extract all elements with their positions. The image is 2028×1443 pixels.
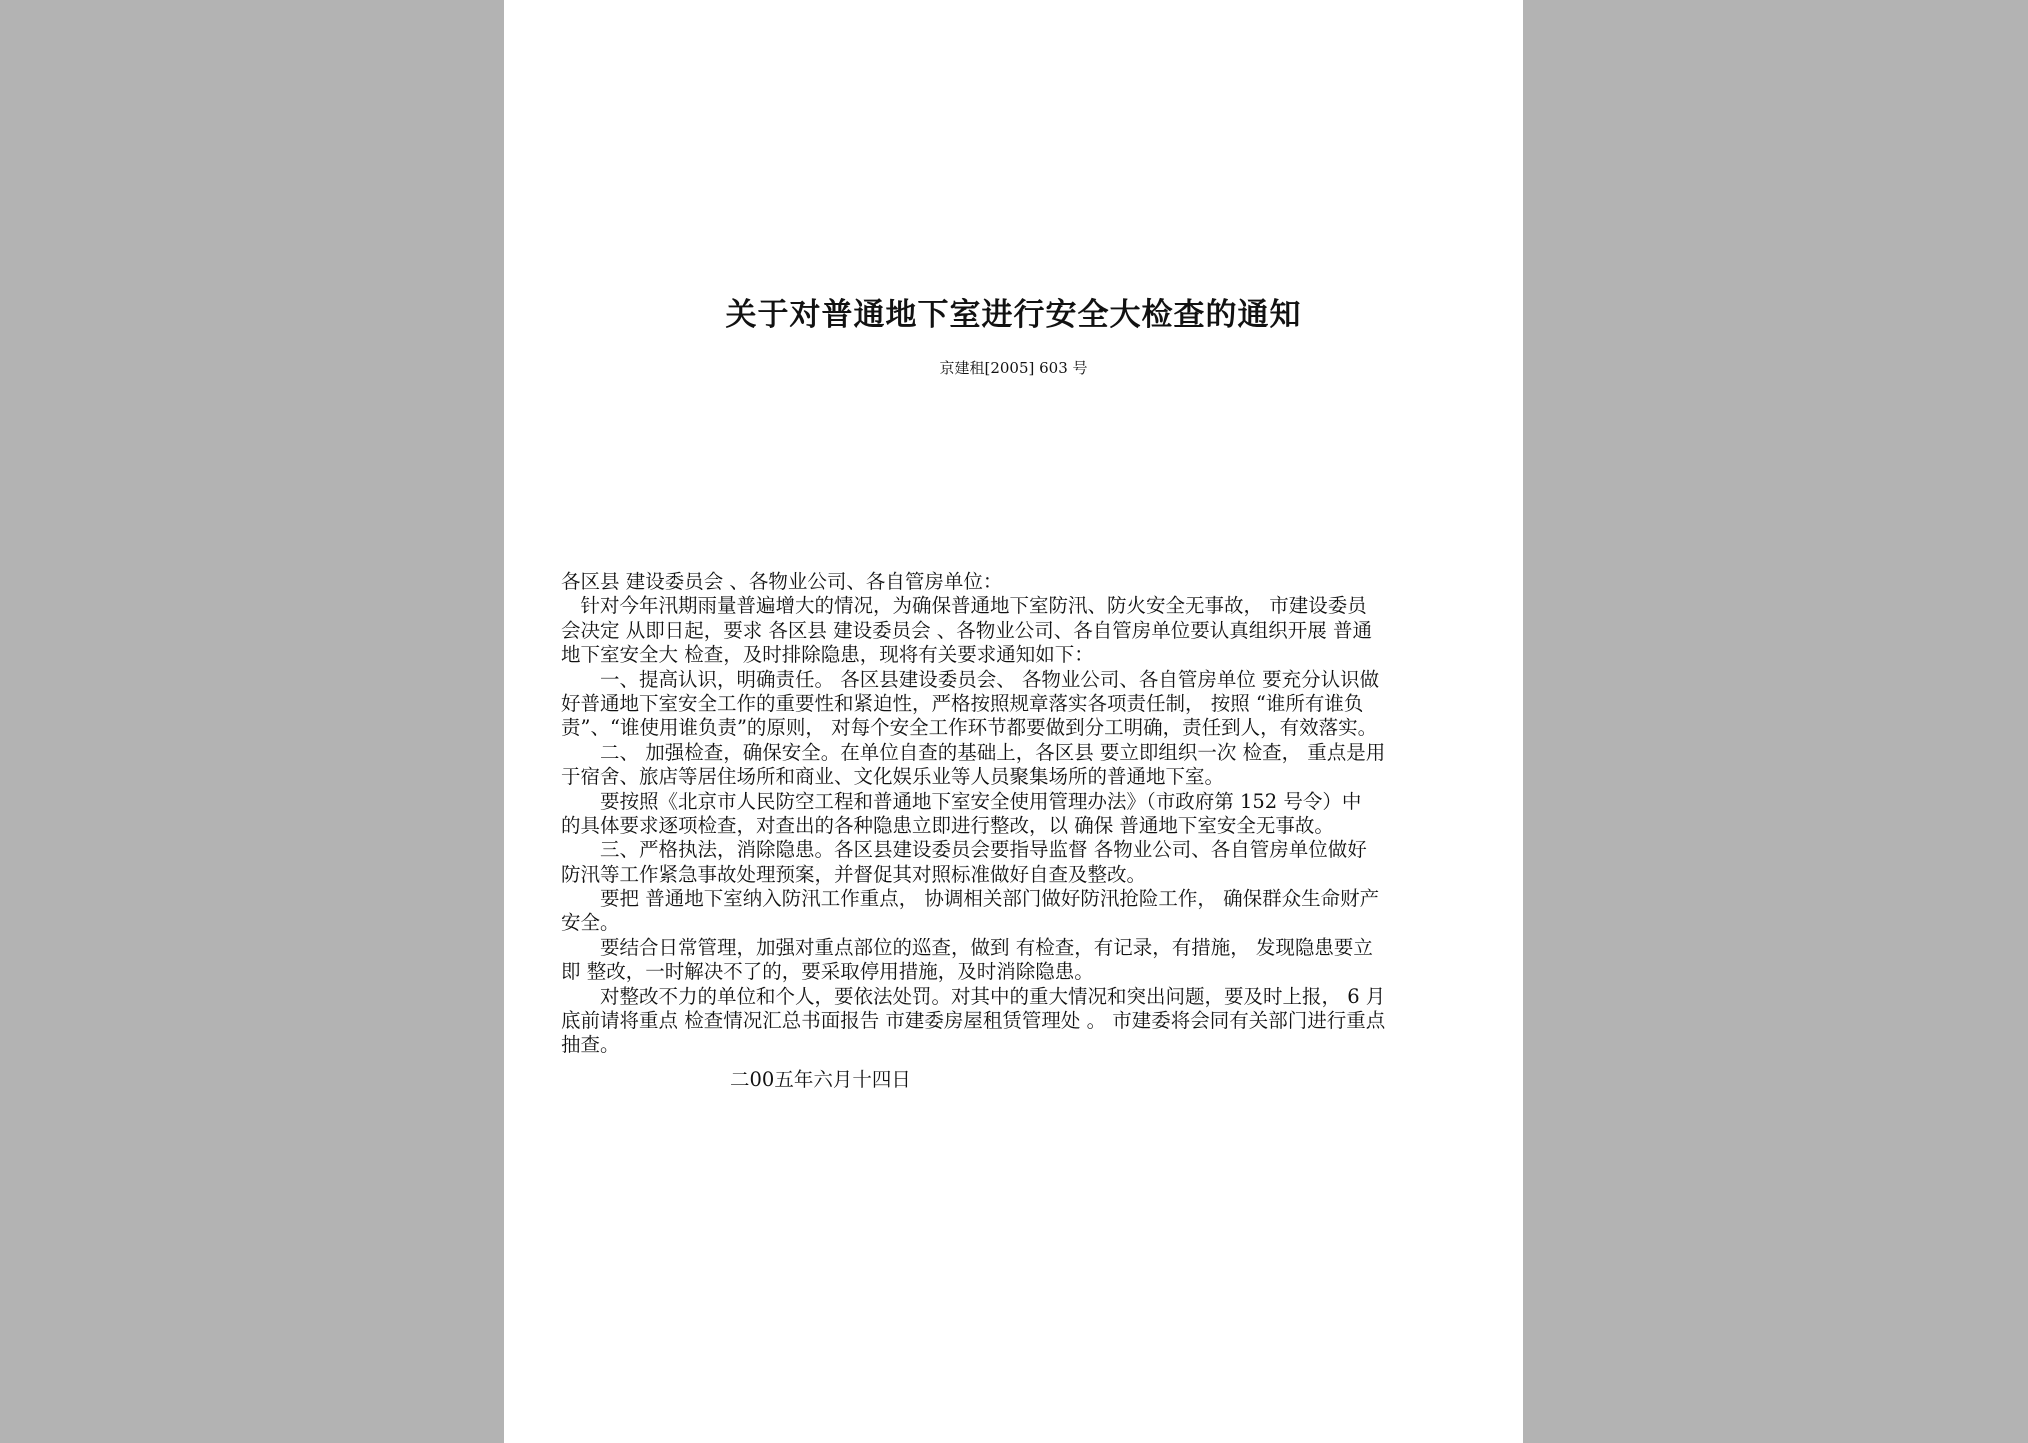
body-line: 安全。 — [561, 911, 620, 935]
body-line: 责”、“谁使用谁负责”的原则， 对每个安全工作环节都要做到分工明确，责任到人，有效落实。 — [561, 716, 1378, 740]
body-line: 于宿舍、旅店等居住场所和商业、文化娱乐业等人员聚集场所的普通地下室。 — [561, 765, 1225, 789]
body-line: 即 整改，一时解决不了的，要采取停用措施，及时消除隐患。 — [561, 960, 1094, 984]
body-line: 会决定 从即日起，要求 各区县 建设委员会 、各物业公司、各自管房单位要认真组织开展 普通 — [561, 618, 1372, 642]
body-line: 要按照《北京市人民防空工程和普通地下室安全使用管理办法》（市政府第 152 号令）中 — [561, 789, 1362, 813]
document-title: 关于对普通地下室进行安全大检查的通知 — [725, 297, 1302, 333]
document-body — [561, 570, 1481, 1058]
body-line: 对整改不力的单位和个人，要依法处罚。对其中的重大情况和突出问题，要及时上报， 6 月 — [561, 984, 1386, 1008]
body-line: 防汛等工作紧急事故处理预案，并督促其对照标准做好自查及整改。 — [561, 862, 1147, 886]
body-line: 抽查。 — [561, 1033, 620, 1057]
body-line: 三、严格执法，消除隐患。各区县建设委员会要指导监督 各物业公司、各自管房单位做好 — [561, 838, 1367, 862]
body-line: 的具体要求逐项检查，对查出的各种隐患立即进行整改，以 确保 普通地下室安全无事故。 — [561, 813, 1334, 837]
body-line: 各区县 建设委员会 、各物业公司、各自管房单位： — [561, 570, 1003, 593]
body-line: 二、 加强检查，确保安全。在单位自查的基础上，各区县 要立即组织一次 检查， 重点是用 — [561, 740, 1386, 764]
document-date: 二00五年六月十四日 — [730, 1068, 911, 1091]
document-page — [504, 0, 1523, 1443]
body-line: 要结合日常管理，加强对重点部位的巡查，做到 有检查，有记录，有措施， 发现隐患要立 — [561, 935, 1373, 959]
body-line: 针对今年汛期雨量普遍增大的情况，为确保普通地下室防汛、防火安全无事故， 市建设委员 — [561, 594, 1367, 618]
body-line: 底前请将重点 检查情况汇总书面报告 市建委房屋租赁管理处 。 市建委将会同有关部门进行重点 — [561, 1009, 1386, 1033]
body-line: 好普通地下室安全工作的重要性和紧迫性，严格按照规章落实各项责任制， 按照 “谁所有谁负 — [561, 691, 1364, 715]
document-number: 京建租[2005] 603 号 — [939, 359, 1088, 377]
body-line: 要把 普通地下室纳入防汛工作重点， 协调相关部门做好防汛抢险工作， 确保群众生命财产 — [561, 887, 1380, 911]
body-line: 一、提高认识，明确责任。 各区县建设委员会、 各物业公司、各自管房单位 要充分认识做 — [561, 667, 1380, 691]
body-line: 地下室安全大 检查，及时排除隐患，现将有关要求通知如下： — [561, 643, 1094, 667]
